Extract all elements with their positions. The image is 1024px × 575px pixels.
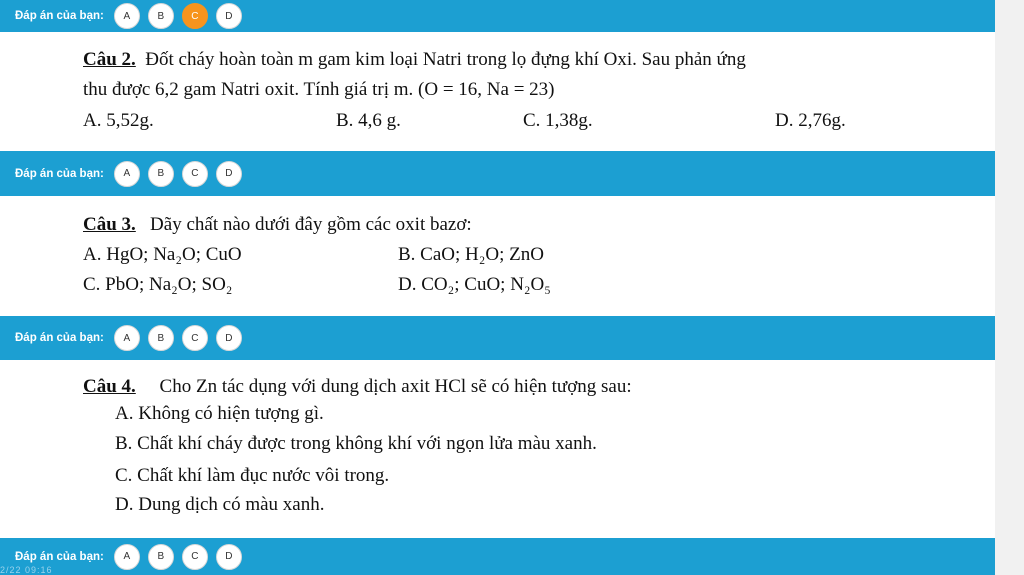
timestamp: 2/22 09:16 [0, 565, 53, 575]
option-c-button[interactable]: C [182, 161, 208, 187]
option-b-button[interactable]: B [148, 3, 174, 29]
option-a-button[interactable]: A [114, 161, 140, 187]
question-3-line-1 [83, 214, 472, 236]
option-d-button[interactable]: D [216, 3, 242, 29]
choice-b: B. 4,6 g. [336, 110, 401, 131]
option-b-button[interactable]: B [148, 161, 174, 187]
option-c-button[interactable]: C [182, 544, 208, 570]
choice-d: D. CO₂; CuO; N₂O₅ [398, 274, 551, 295]
answer-label: Đáp án của bạn: [15, 550, 104, 563]
option-d-button[interactable]: D [216, 161, 242, 187]
choice-c: C. Chất khí làm đục nước vôi trong. [115, 465, 390, 486]
choice-a: A. HgO; Na₂O; CuO [83, 244, 242, 265]
choice-a: A. Không có hiện tượng gì. [115, 403, 324, 424]
scrollbar-track[interactable] [995, 0, 1024, 575]
choice-c: C. PbO; Na₂O; SO₂ [83, 274, 233, 295]
option-b-button[interactable]: B [148, 544, 174, 570]
answer-label: Đáp án của bạn: [15, 10, 104, 22]
option-b-button[interactable]: B [148, 325, 174, 351]
choice-c: C. 1,38g. [523, 110, 593, 131]
answer-bar-4 [0, 538, 995, 575]
option-a-button[interactable]: A [114, 325, 140, 351]
answer-bar-3 [0, 316, 995, 360]
option-a-button[interactable]: A [114, 3, 140, 29]
option-c-button[interactable]: C [182, 3, 208, 29]
question-text: Cho Zn tác dụng với dung dịch axit HCl sẽ có hiện tượng sau: [159, 376, 632, 397]
question-4-line-1 [83, 376, 632, 398]
question-4 [0, 360, 995, 538]
question-number: Câu 3. [83, 214, 136, 235]
answer-bar-2 [0, 151, 995, 196]
option-c-button[interactable]: C [182, 325, 208, 351]
question-number: Câu 2. [83, 49, 136, 70]
answer-label: Đáp án của bạn: [15, 167, 104, 180]
option-d-button[interactable]: D [216, 325, 242, 351]
choice-b: B. CaO; H₂O; ZnO [398, 244, 544, 265]
question-number: Câu 4. [83, 376, 136, 397]
question-3 [0, 196, 995, 316]
choice-d: D. Dung dịch có màu xanh. [115, 494, 325, 515]
option-a-button[interactable]: A [114, 544, 140, 570]
answer-label: Đáp án của bạn: [15, 332, 104, 344]
answer-bar-1 [0, 0, 995, 32]
choice-d: D. 2,76g. [775, 110, 846, 131]
choice-b: B. Chất khí cháy được trong không khí với ngọn lửa màu xanh. [115, 433, 597, 454]
question-text: Dãy chất nào dưới đây gồm các oxit bazơ: [150, 214, 472, 235]
option-d-button[interactable]: D [216, 544, 242, 570]
question-2 [0, 32, 995, 151]
question-2-line-1 [83, 49, 746, 71]
choice-a: A. 5,52g. [83, 110, 154, 131]
question-text: Đốt cháy hoàn toàn m gam kim loại Natri trong lọ đựng khí Oxi. Sau phản ứng [145, 49, 746, 70]
question-2-line-2: thu được 6,2 gam Natri oxit. Tính giá trị m. (O = 16, Na = 23) [83, 79, 555, 100]
